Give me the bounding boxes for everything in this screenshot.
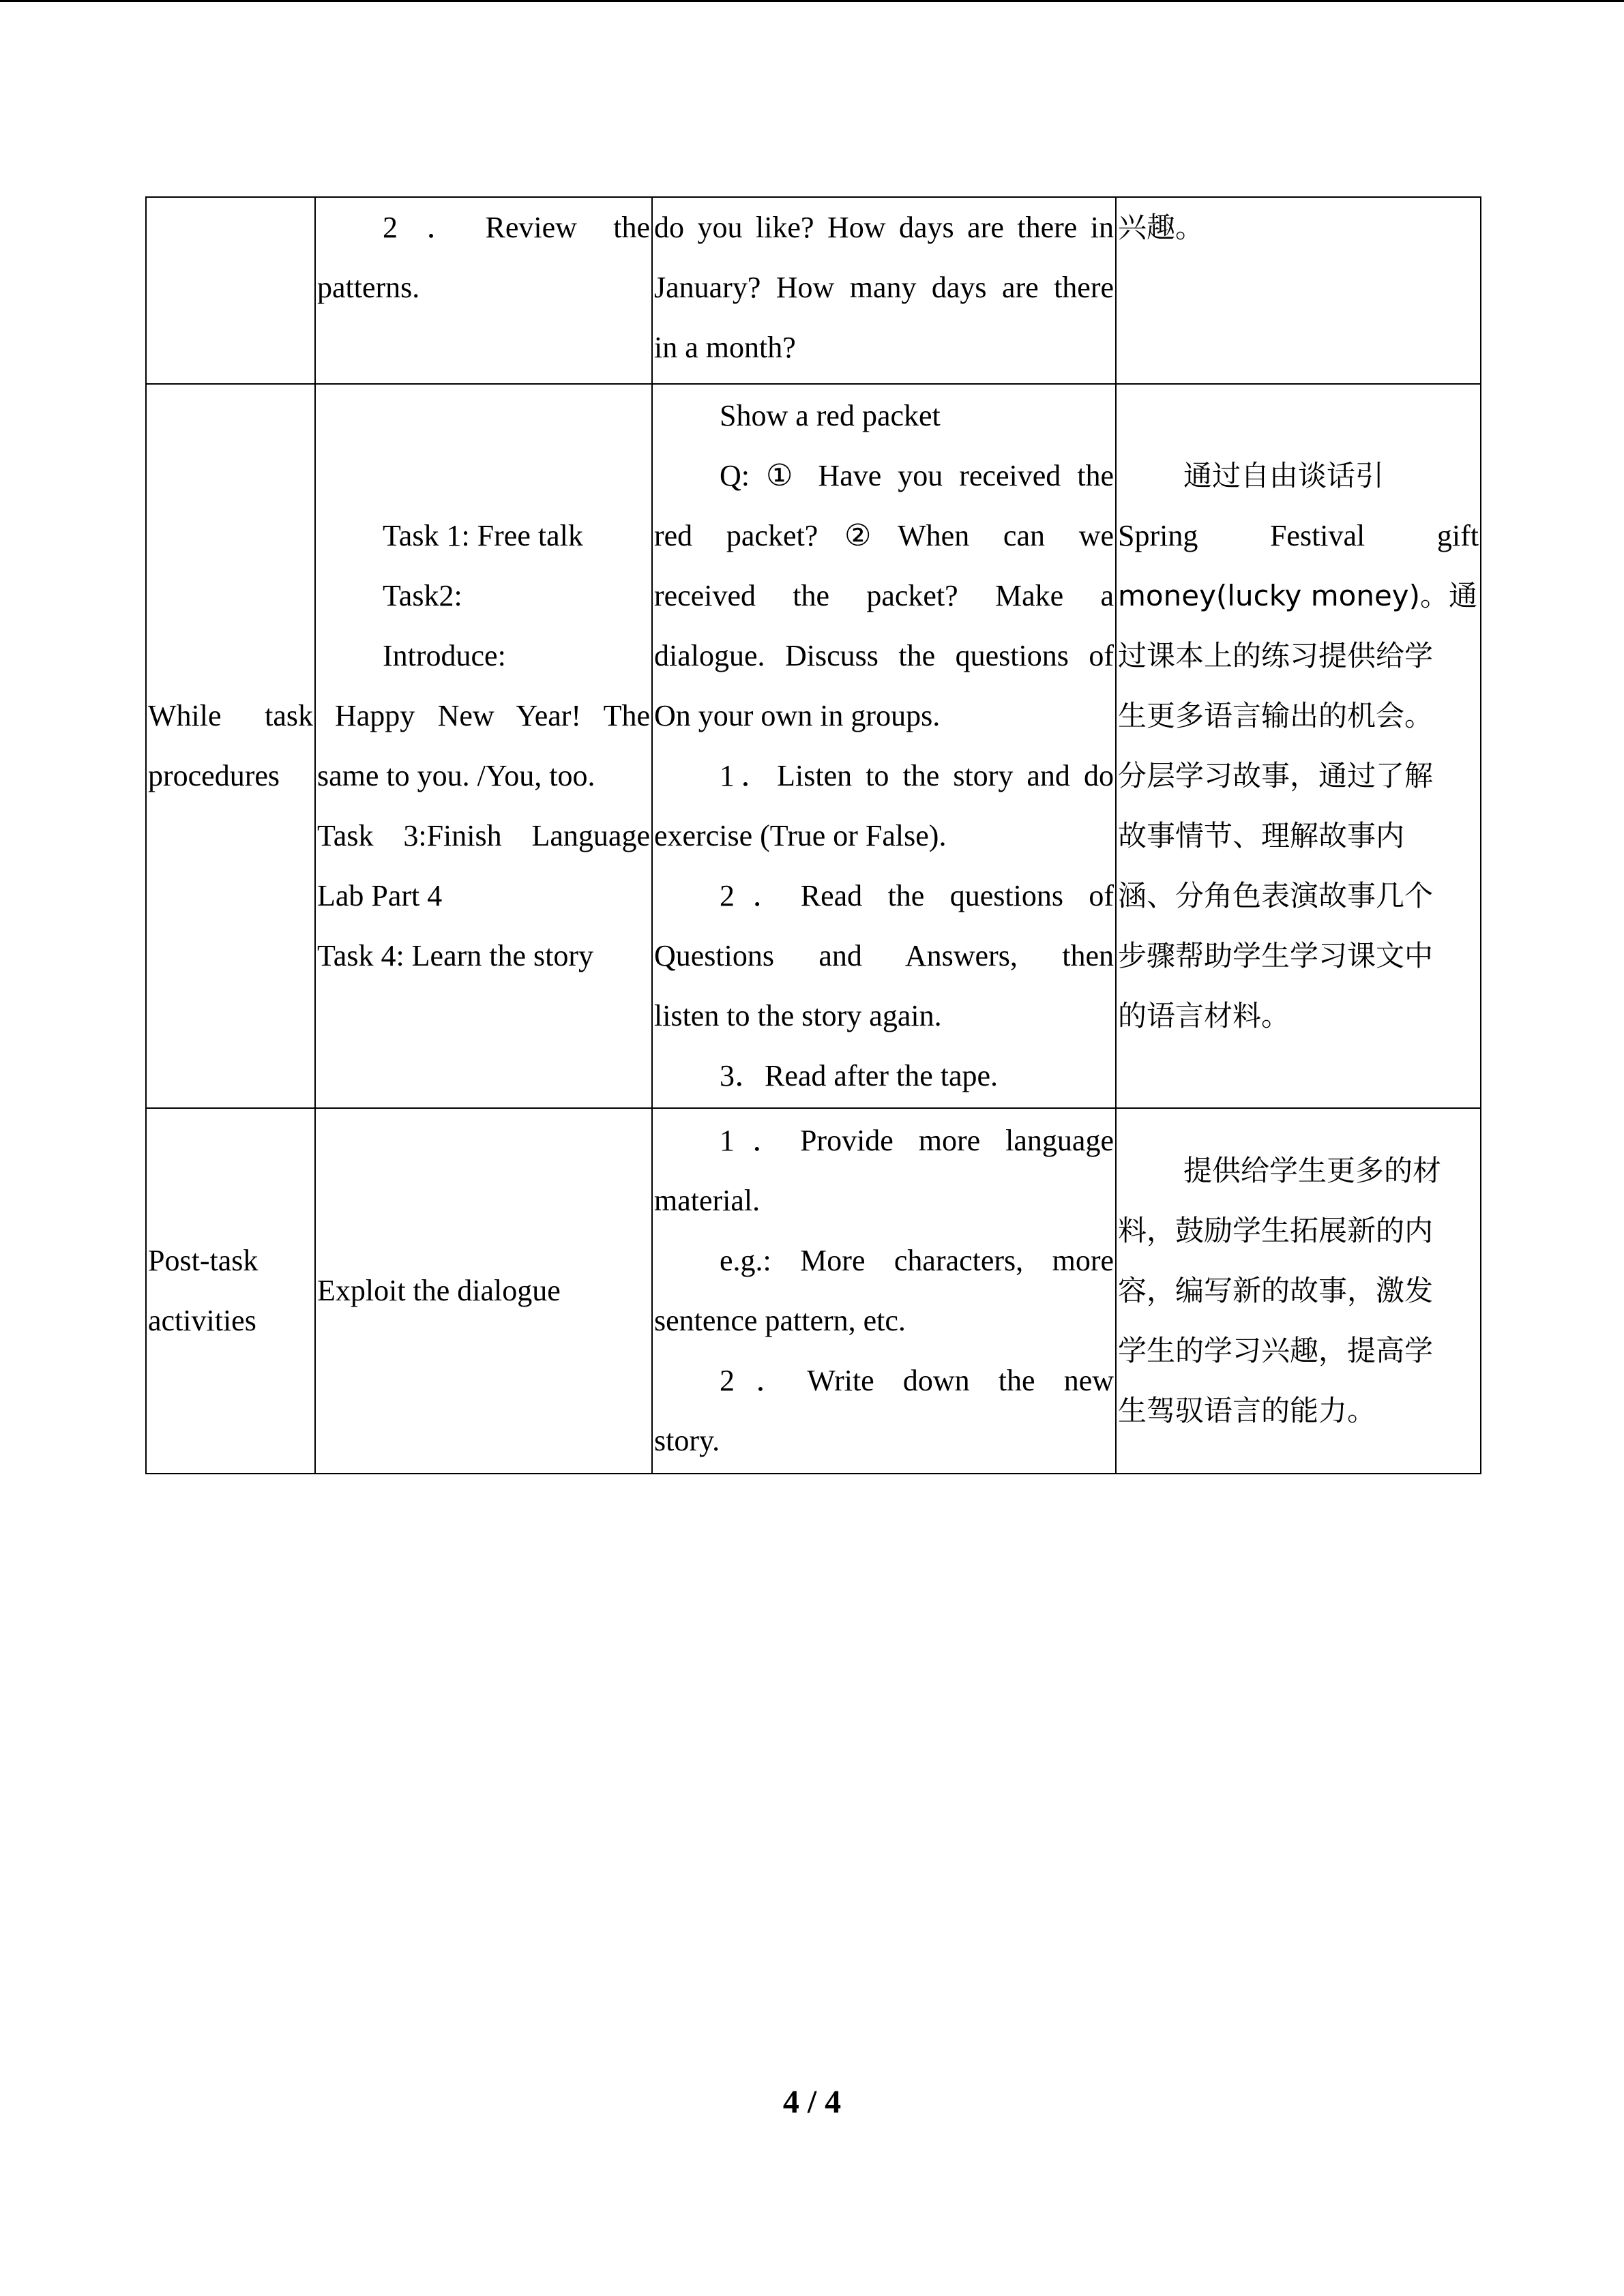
- table-row: [146, 384, 1481, 1108]
- activity-line: Q: ① Have you received the: [720, 459, 1114, 492]
- task-line: Introduce:: [383, 639, 506, 672]
- task-line: 2．Review the: [383, 211, 650, 244]
- task-line: Lab Part 4: [317, 879, 443, 912]
- stage-line: procedures: [148, 759, 280, 792]
- activity-line: e.g.: More characters, more: [720, 1244, 1114, 1277]
- stage-cell: [146, 1108, 315, 1474]
- purpose-line: money(lucky money)。通: [1118, 579, 1478, 612]
- table-row: [146, 197, 1481, 384]
- purpose-line: Spring Festival gift: [1118, 519, 1479, 552]
- activity-cell: [652, 1108, 1116, 1474]
- activity-line: 2．Write down the new: [720, 1364, 1114, 1397]
- lesson-plan-table: [145, 196, 1481, 1474]
- task-line: Task 1: Free talk: [383, 519, 583, 552]
- page-number: 4 / 4: [782, 2084, 842, 2120]
- activity-line: 3．Read after the tape.: [720, 1059, 999, 1092]
- purpose-line: 生更多语言输出的机会。: [1118, 699, 1434, 732]
- activity-line: On your own in groups.: [654, 699, 941, 732]
- task-cell: [315, 384, 652, 1108]
- stage-line: While task: [148, 699, 313, 732]
- purpose-cell: 兴趣。: [1116, 197, 1481, 384]
- activity-line: red packet?②When can we: [654, 519, 1114, 552]
- purpose-line: 生驾驭语言的能力。: [1118, 1394, 1376, 1427]
- purpose-line: 容，编写新的故事，激发: [1118, 1274, 1434, 1307]
- activity-line: 1．Listen to the story and do: [720, 759, 1114, 792]
- top-border-line: [0, 0, 1624, 2]
- purpose-line: 过课本上的练习提供给学: [1118, 639, 1434, 672]
- table-row: [146, 1108, 1481, 1474]
- task-cell: Exploit the dialogue: [315, 1108, 652, 1474]
- task-line: patterns.: [317, 271, 420, 304]
- activity-line: Show a red packet: [720, 399, 941, 432]
- activity-line: Questions and Answers, then: [654, 939, 1114, 972]
- activity-line: listen to the story again.: [654, 999, 942, 1032]
- task-cell: [315, 197, 652, 384]
- activity-line: dialogue. Discuss the questions of: [654, 639, 1114, 672]
- activity-line: received the packet? Make a: [654, 579, 1114, 612]
- purpose-line: 涵、分角色表演故事几个: [1118, 879, 1434, 912]
- task-line: same to you. /You, too.: [317, 759, 595, 792]
- activity-line: material.: [654, 1184, 761, 1217]
- purpose-line: 分层学习故事，通过了解: [1118, 759, 1434, 792]
- activity-line: do you like? How days are there in: [654, 211, 1114, 244]
- task-line: Happy New Year! The: [335, 699, 650, 732]
- stage-cell: [146, 197, 315, 384]
- purpose-line: 通过自由谈话引: [1183, 459, 1385, 492]
- activity-line: 2．Read the questions of: [720, 879, 1114, 912]
- purpose-line: 学生的学习兴趣，提高学: [1118, 1334, 1434, 1367]
- task-line: Task 4: Learn the story: [317, 939, 594, 972]
- activity-line: exercise (True or False).: [654, 819, 947, 852]
- activity-line: sentence pattern, etc.: [654, 1304, 906, 1337]
- purpose-cell: [1116, 1108, 1481, 1474]
- activity-cell: [652, 384, 1116, 1108]
- stage-line: Post-task: [148, 1244, 259, 1277]
- activity-line: January? How many days are there: [654, 271, 1114, 304]
- stage-line: activities: [148, 1304, 256, 1337]
- activity-line: 1．Provide more language: [720, 1124, 1114, 1157]
- activity-line: story.: [654, 1424, 720, 1457]
- purpose-line: 故事情节、理解故事内: [1118, 819, 1405, 852]
- purpose-line: 料，鼓励学生拓展新的内: [1118, 1214, 1434, 1247]
- purpose-cell: [1116, 384, 1481, 1108]
- purpose-line: 提供给学生更多的材: [1183, 1154, 1442, 1187]
- purpose-line: 的语言材料。: [1118, 999, 1290, 1032]
- stage-cell: [146, 384, 315, 1108]
- activity-line: in a month?: [654, 331, 796, 364]
- task-line: Task2:: [383, 579, 462, 612]
- task-line: Task 3:Finish Language: [317, 819, 650, 852]
- purpose-line: 步骤帮助学生学习课文中: [1118, 939, 1434, 972]
- activity-cell: [652, 197, 1116, 384]
